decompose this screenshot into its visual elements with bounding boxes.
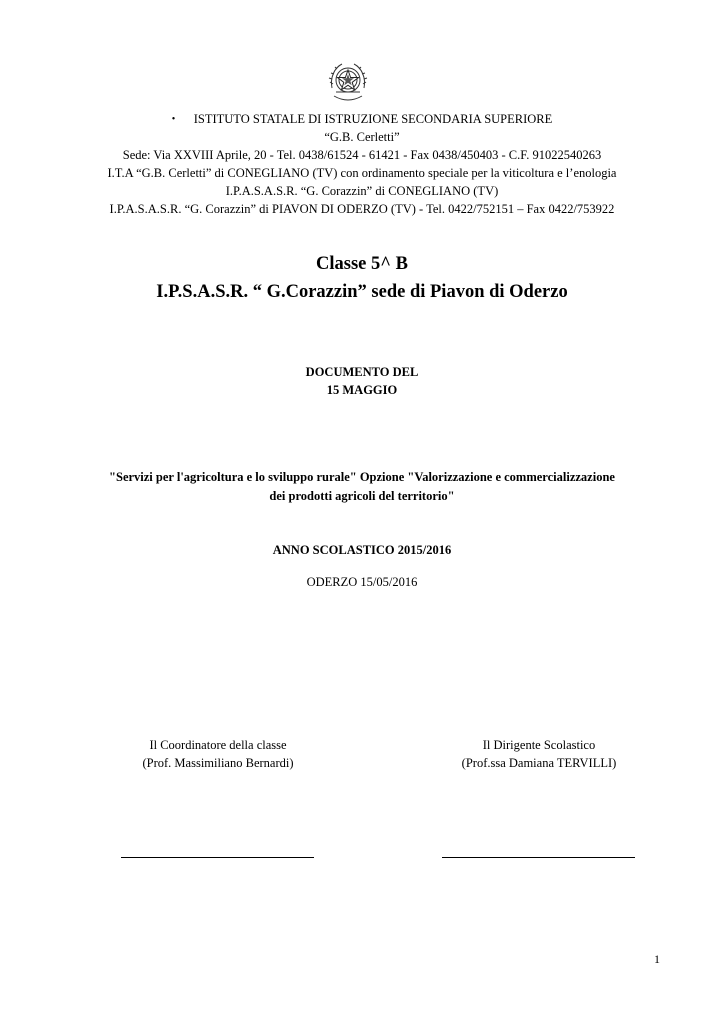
school-name-line [0, 110, 724, 129]
principal-name: (Prof.ssa Damiana TERVILLI) [461, 756, 617, 770]
coordinator-role: Il Coordinatore della classe [149, 738, 287, 752]
school-address: Sede: Via XXVIII Aprile, 20 - Tel. 0438/61524 - 61421 - Fax 0438/450403 - C.F. 91022540263 [122, 148, 602, 162]
coordinator-signature-line [121, 857, 314, 858]
signature-block-coordinator [88, 736, 348, 772]
school-year: ANNO SCOLASTICO 2015/2016 [272, 543, 452, 557]
school-branch-conegliano: I.P.A.S.A.S.R. “G. Corazzin” di CONEGLIANO (TV) [225, 184, 499, 198]
document-title: DOCUMENTO DEL [305, 365, 419, 379]
school-branch-ita: I.T.A “G.B. Cerletti” di CONEGLIANO (TV) con ordinamento speciale per la viticoltura e l’enologia [107, 166, 617, 180]
school-dedication: “G.B. Cerletti” [324, 130, 400, 144]
page-number: 1 [654, 952, 660, 966]
course-line-2: dei prodotti agricoli del territorio" [269, 489, 455, 503]
principal-role: Il Dirigente Scolastico [482, 738, 596, 752]
class-subtitle: I.P.S.A.S.R. “ G.Corazzin” sede di Piavon di Oderzo [156, 282, 568, 302]
place-date: ODERZO 15/05/2016 [306, 575, 418, 589]
bullet-icon: • [171, 114, 176, 125]
school-name: ISTITUTO STATALE DI ISTRUZIONE SECONDARIA SUPERIORE [193, 112, 553, 126]
course-description [0, 468, 724, 506]
italian-republic-emblem-icon [326, 58, 370, 106]
signature-block-principal [409, 736, 669, 772]
principal-signature-line [442, 857, 635, 858]
course-line-1: "Servizi per l'agricoltura e lo sviluppo rurale" Opzione "Valorizzazione e commercializzazione [109, 470, 615, 484]
coordinator-name: (Prof. Massimiliano Bernardi) [142, 756, 294, 770]
document-date: 15 MAGGIO [326, 383, 398, 397]
school-branch-piavon: I.P.A.S.A.S.R. “G. Corazzin” di PIAVON DI ODERZO (TV) - Tel. 0422/752151 – Fax 0422/753922 [109, 202, 615, 216]
class-title: Classe 5^ B [316, 254, 408, 274]
